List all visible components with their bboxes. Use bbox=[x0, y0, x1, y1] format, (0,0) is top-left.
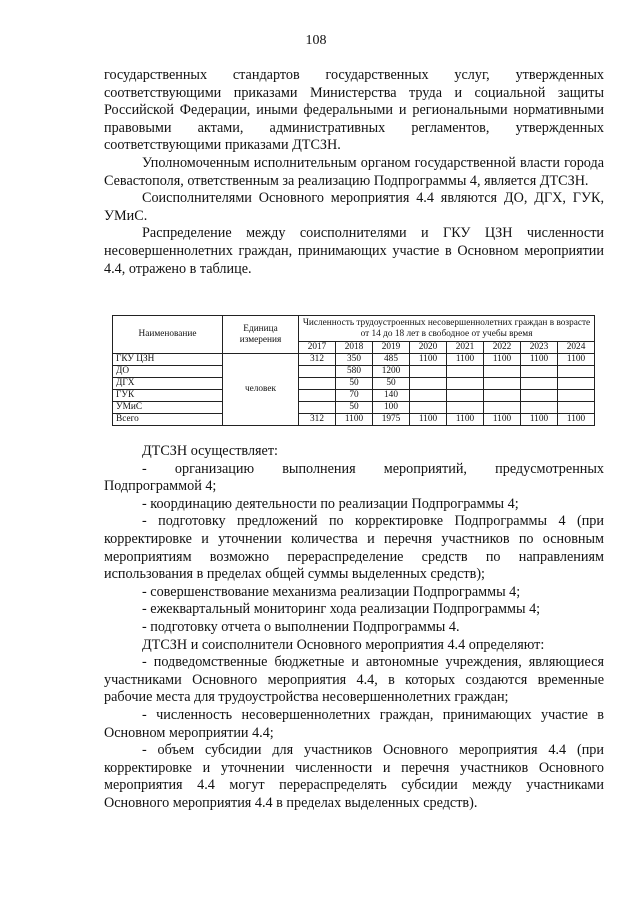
value-cell: 485 bbox=[373, 354, 410, 366]
value-cell: 1100 bbox=[410, 354, 447, 366]
paragraph: Соисполнителями Основного мероприятия 4.4 являются ДО, ДГХ, ГУК, УМиС. bbox=[104, 190, 604, 224]
row-name: ГКУ ЦЗН bbox=[113, 354, 223, 366]
value-cell bbox=[410, 366, 447, 378]
value-cell bbox=[521, 390, 558, 402]
text-block-bottom bbox=[104, 443, 604, 812]
distribution-table bbox=[112, 315, 595, 426]
value-cell bbox=[410, 390, 447, 402]
value-cell bbox=[521, 366, 558, 378]
value-cell: 70 bbox=[336, 390, 373, 402]
value-cell: 140 bbox=[373, 390, 410, 402]
value-cell: 1100 bbox=[447, 354, 484, 366]
row-name: ГУК bbox=[113, 390, 223, 402]
value-cell bbox=[410, 378, 447, 390]
paragraph: - организацию выполнения мероприятий, предусмотренных Подпрограммой 4; bbox=[104, 460, 604, 495]
year-header: 2017 bbox=[299, 342, 336, 354]
value-cell: 1100 bbox=[521, 354, 558, 366]
value-cell: 580 bbox=[336, 366, 373, 378]
unit-cell: человек bbox=[223, 354, 299, 426]
value-cell: 1100 bbox=[410, 414, 447, 426]
value-cell: 1100 bbox=[521, 414, 558, 426]
row-name: Всего bbox=[113, 414, 223, 426]
value-cell: 312 bbox=[299, 414, 336, 426]
value-cell bbox=[521, 402, 558, 414]
value-cell: 50 bbox=[373, 378, 410, 390]
paragraph: государственных стандартов государственных услуг, утвержденных соответствующими приказами Министерства труда и социальной защиты Российской Федерации, иными федеральными и региональными нормативными правовыми актами, административных регламентов, утвержденных соответствующими приказами ДТСЗН. bbox=[104, 67, 604, 154]
value-cell bbox=[521, 378, 558, 390]
header-name: Наименование bbox=[113, 316, 223, 354]
table-row bbox=[113, 354, 595, 366]
value-cell bbox=[410, 402, 447, 414]
year-header: 2018 bbox=[336, 342, 373, 354]
value-cell bbox=[484, 378, 521, 390]
distribution-table-wrap bbox=[112, 315, 594, 426]
paragraph: - ежеквартальный мониторинг хода реализации Подпрограммы 4; bbox=[142, 601, 541, 618]
value-cell bbox=[558, 378, 595, 390]
paragraph: - объем субсидии для участников Основного мероприятия 4.4 (при корректировке и уточнении численности и перечня участников Основного мероприятия 4.4 могут перераспределять субсидии между участниками Основного мероприятия 4.4 в пределах выделенных средств). bbox=[104, 742, 604, 811]
year-header: 2020 bbox=[410, 342, 447, 354]
header-unit: Единица измерения bbox=[223, 316, 299, 354]
value-cell: 1100 bbox=[558, 414, 595, 426]
value-cell bbox=[447, 366, 484, 378]
value-cell bbox=[447, 402, 484, 414]
value-cell bbox=[299, 402, 336, 414]
paragraph: - координацию деятельности по реализации Подпрограммы 4; bbox=[142, 495, 519, 512]
table-row bbox=[113, 378, 595, 390]
header-count: Численность трудоустроенных несовершеннолетних граждан в возрасте от 14 до 18 лет в свободное от учебы время bbox=[299, 316, 595, 342]
year-header: 2021 bbox=[447, 342, 484, 354]
paragraph: ДТСЗН и соисполнители Основного мероприятия 4.4 определяют: bbox=[142, 636, 545, 653]
table-row bbox=[113, 414, 595, 426]
table-body bbox=[113, 354, 595, 426]
value-cell: 1100 bbox=[484, 354, 521, 366]
page-number: 108 bbox=[305, 33, 327, 48]
value-cell bbox=[558, 390, 595, 402]
table-row bbox=[113, 366, 595, 378]
paragraph: - численность несовершеннолетних граждан, принимающих участие в Основном мероприятии 4.4; bbox=[104, 706, 604, 741]
value-cell: 1100 bbox=[484, 414, 521, 426]
table-row bbox=[113, 402, 595, 414]
value-cell bbox=[558, 402, 595, 414]
value-cell bbox=[299, 390, 336, 402]
value-cell bbox=[299, 378, 336, 390]
year-header: 2019 bbox=[373, 342, 410, 354]
paragraph: - подготовку предложений по корректировке Подпрограммы 4 (при корректировке и уточнении количества и перечня участников по основным мероприятиям возможно перераспределение средств по направлениям использования в пределах общей суммы выделенных средств); bbox=[104, 513, 604, 583]
paragraph: Распределение между соисполнителями и ГКУ ЦЗН численности несовершеннолетних граждан, принимающих участие в Основном мероприятии 4.4, отражено в таблице. bbox=[104, 225, 604, 277]
text-block-top bbox=[104, 67, 604, 278]
value-cell: 350 bbox=[336, 354, 373, 366]
paragraph: - подведомственные бюджетные и автономные учреждения, являющиеся участниками Основного мероприятия 4.4, в которых создаются временные рабочие места для трудоустройства несовершеннолетних граждан; bbox=[104, 654, 604, 706]
value-cell: 1100 bbox=[336, 414, 373, 426]
value-cell: 1200 bbox=[373, 366, 410, 378]
value-cell: 1100 bbox=[447, 414, 484, 426]
value-cell: 312 bbox=[299, 354, 336, 366]
row-name: ДО bbox=[113, 366, 223, 378]
paragraph: ДТСЗН осуществляет: bbox=[142, 443, 278, 459]
value-cell: 1100 bbox=[558, 354, 595, 366]
paragraph: Уполномоченным исполнительным органом государственной власти города Севастополя, ответственным за реализацию Подпрограммы 4, является ДТСЗН. bbox=[104, 154, 604, 189]
value-cell bbox=[484, 390, 521, 402]
table-row bbox=[113, 390, 595, 402]
value-cell bbox=[447, 378, 484, 390]
value-cell bbox=[447, 390, 484, 402]
value-cell: 50 bbox=[336, 378, 373, 390]
value-cell: 1975 bbox=[373, 414, 410, 426]
year-header: 2022 bbox=[484, 342, 521, 354]
year-header: 2024 bbox=[558, 342, 595, 354]
value-cell: 50 bbox=[336, 402, 373, 414]
row-name: УМиС bbox=[113, 402, 223, 414]
value-cell bbox=[484, 402, 521, 414]
paragraph: - совершенствование механизма реализации Подпрограммы 4; bbox=[142, 583, 521, 600]
value-cell: 100 bbox=[373, 402, 410, 414]
value-cell bbox=[484, 366, 521, 378]
value-cell bbox=[558, 366, 595, 378]
value-cell bbox=[299, 366, 336, 378]
paragraph: - подготовку отчета о выполнении Подпрограммы 4. bbox=[142, 618, 460, 635]
year-header: 2023 bbox=[521, 342, 558, 354]
row-name: ДГХ bbox=[113, 378, 223, 390]
